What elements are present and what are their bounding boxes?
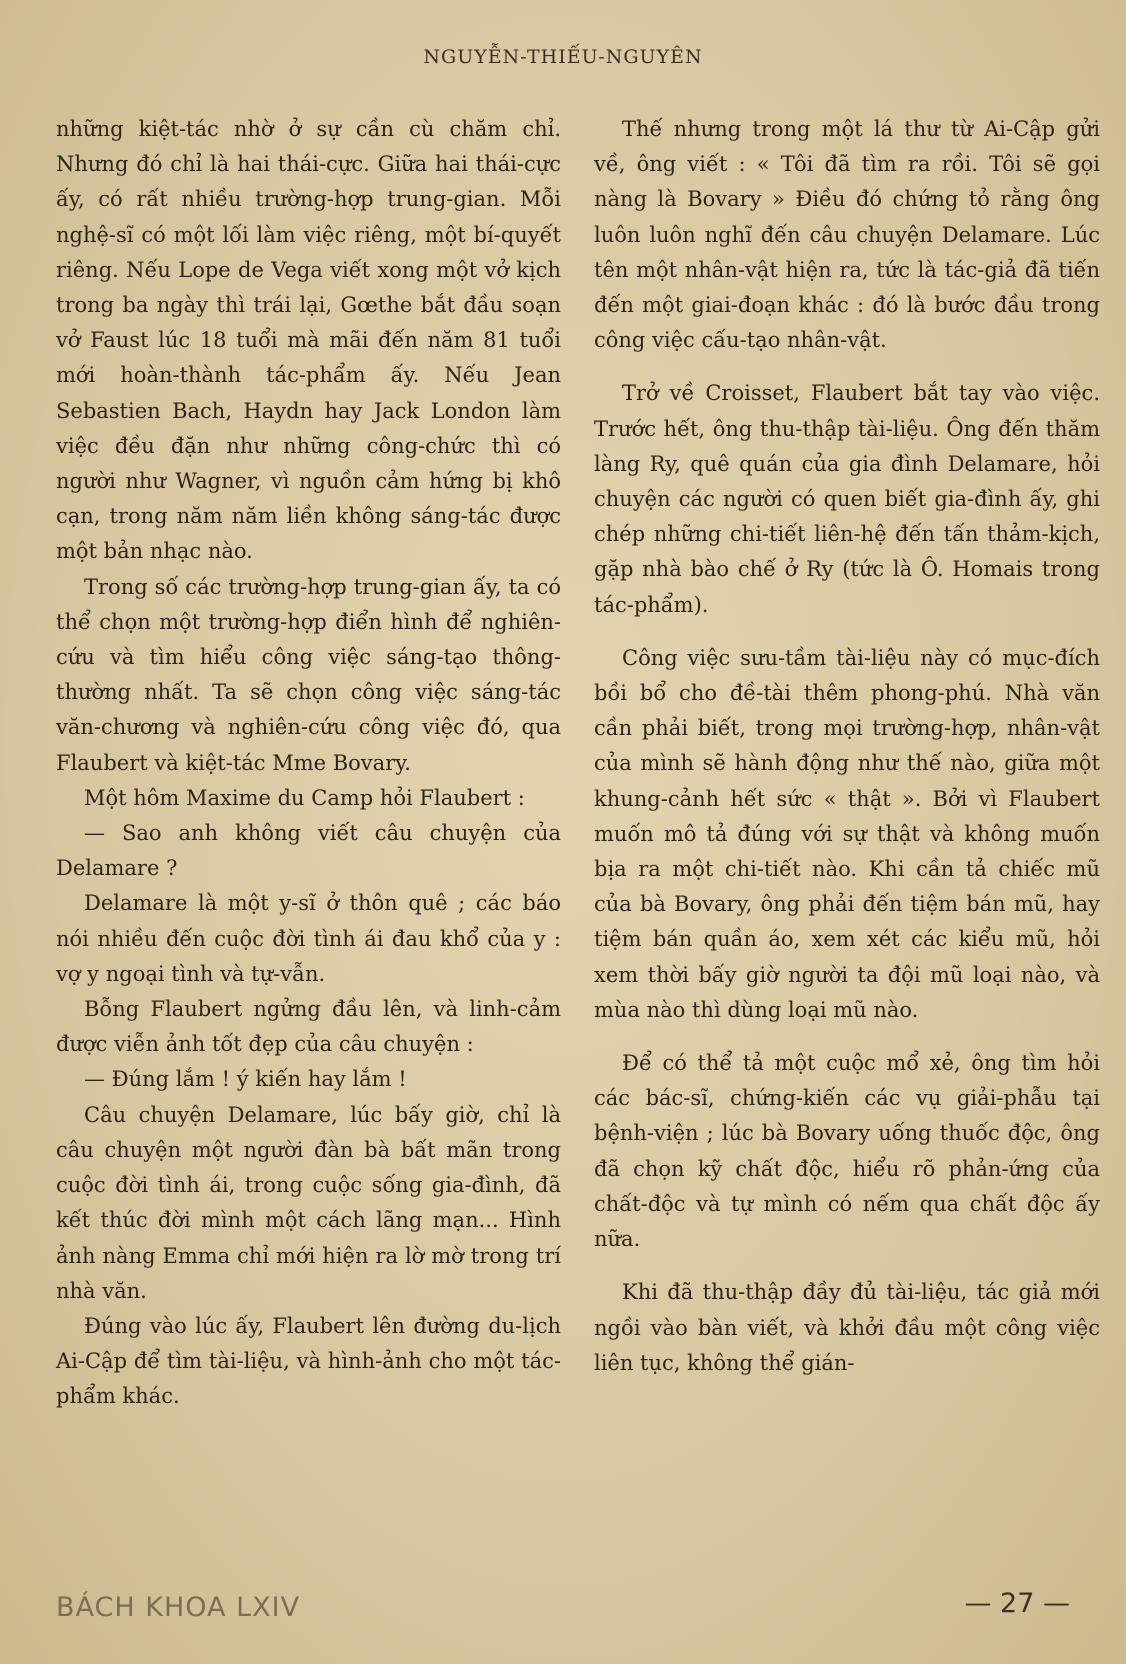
right-column xyxy=(594,112,1100,1399)
left-column xyxy=(56,112,561,1415)
paragraph: những kiệt-tác nhờ ở sự cần cù chăm chỉ. Nhưng đó chỉ là hai thái-cực. Giữa hai thái-cực ấy, có rất nhiều trường-hợp trung-gian. Mỗi nghệ-sĩ có một lối làm việc riêng, một bí-quyết riêng. Nếu Lope de Vega viết xong một vở kịch trong ba ngày thì trái lại, Gœthe bắt đầu soạn vở Faust lúc 18 tuổi mà mãi đến năm 81 tuổi mới hoàn-thành tác-phẩm ấy. Nếu Jean Sebastien Bach, Haydn hay Jack London làm việc đều đặn như những công-chức thì có người như Wagner, vì nguồn cảm hứng bị khô cạn, trong năm năm liền không sáng-tác được một bản nhạc nào. xyxy=(56,117,561,564)
paragraph: Công việc sưu-tầm tài-liệu này có mục-đích bồi bổ cho đề-tài thêm phong-phú. Nhà văn cần phải biết, trong mọi trường-hợp, nhân-vật của mình sẽ hành động như thế nào, giữa một khung-cảnh hết sức « thật ». Bởi vì Flaubert muốn mô tả đúng với sự thật và không muốn bịa ra một chi-tiết nào. Khi cần tả chiếc mũ của bà Bovary, ông phải đến tiệm bán mũ, hay tiệm bán quần áo, xem xét các kiểu mũ, hỏi xem thời bấy giờ người ta đội mũ loại nào, và mùa nào thì dùng loại mũ nào. xyxy=(594,645,1100,1022)
paragraph: Delamare là một y-sĩ ở thôn quê ; các báo nói nhiều đến cuộc đời tình ái đau khổ của y : vợ y ngoại tình và tự-vẫn. xyxy=(56,891,561,986)
dialogue-line: — Đúng lắm ! ý kiến hay lắm ! xyxy=(84,1067,407,1092)
paragraph: Để có thể tả một cuộc mổ xẻ, ông tìm hỏi các bác-sĩ, chứng-kiến các vụ giải-phẫu tại bệnh-viện ; lúc bà Bovary uống thuốc độc, ông đã chọn kỹ chất độc, hiểu rõ phản-ứng của chất-độc và tự mình có nếm qua chất độc ấy nữa. xyxy=(594,1051,1100,1252)
paragraph: Bỗng Flaubert ngửng đầu lên, và linh-cảm được viễn ảnh tốt đẹp của câu chuyện : xyxy=(56,997,561,1057)
paragraph: Một hôm Maxime du Camp hỏi Flaubert : xyxy=(84,785,525,810)
page-number: — 27 — xyxy=(964,1588,1070,1619)
paragraph: Thế nhưng trong một lá thư từ Ai-Cập gửi về, ông viết : « Tôi đã tìm ra rồi. Tôi sẽ gọi nàng là Bovary » Điều đó chứng tỏ rằng ông luôn luôn nghĩ đến câu chuyện Delamare. Lúc tên một nhân-vật hiện ra, tức là tác-giả đã tiến đến một giai-đoạn khác : đó là bước đầu trong công việc cấu-tạo nhân-vật. xyxy=(594,117,1100,353)
paragraph: Đúng vào lúc ấy, Flaubert lên đường du-lịch Ai-Cập để tìm tài-liệu, và hình-ảnh cho một tác-phẩm khác. xyxy=(56,1313,561,1409)
paragraph: Trở về Croisset, Flaubert bắt tay vào việc. Trước hết, ông thu-thập tài-liệu. Ông đến thăm làng Ry, quê quán của gia đình Delamare, hỏi chuyện các người có quen biết gia-đình ấy, ghi chép những chi-tiết liên-hệ đến tấn thảm-kịch, gặp nhà bào chế ở Ry (tức là Ô. Homais trong tác-phẩm). xyxy=(594,381,1100,617)
dialogue-line: — Sao anh không viết câu chuyện của Delamare ? xyxy=(56,821,561,881)
paragraph: Trong số các trường-hợp trung-gian ấy, ta có thể chọn một trường-hợp điển hình để nghiên-cứu và tìm hiểu công việc sáng-tạo thông-thường nhất. Ta sẽ chọn công việc sáng-tác văn-chương và nghiên-cứu công việc đó, qua Flaubert và kiệt-tác Mme Bovary. xyxy=(56,574,561,775)
paragraph: Khi đã thu-thập đầy đủ tài-liệu, tác giả mới ngồi vào bàn viết, và khởi đầu một công việc liên tục, không thể gián- xyxy=(594,1280,1100,1375)
paragraph: Câu chuyện Delamare, lúc bấy giờ, chỉ là câu chuyện một người đàn bà bất mãn trong cuộc đời tình ái, trong cuộc sống gia-đình, đã kết thúc đời mình một cách lãng mạn... Hình ảnh nàng Emma chỉ mới hiện ra lờ mờ trong trí nhà văn. xyxy=(56,1102,561,1303)
running-header: NGUYỄN-THIẾU-NGUYÊN xyxy=(423,46,703,68)
magazine-footer: BÁCH KHOA LXIV xyxy=(56,1592,301,1623)
